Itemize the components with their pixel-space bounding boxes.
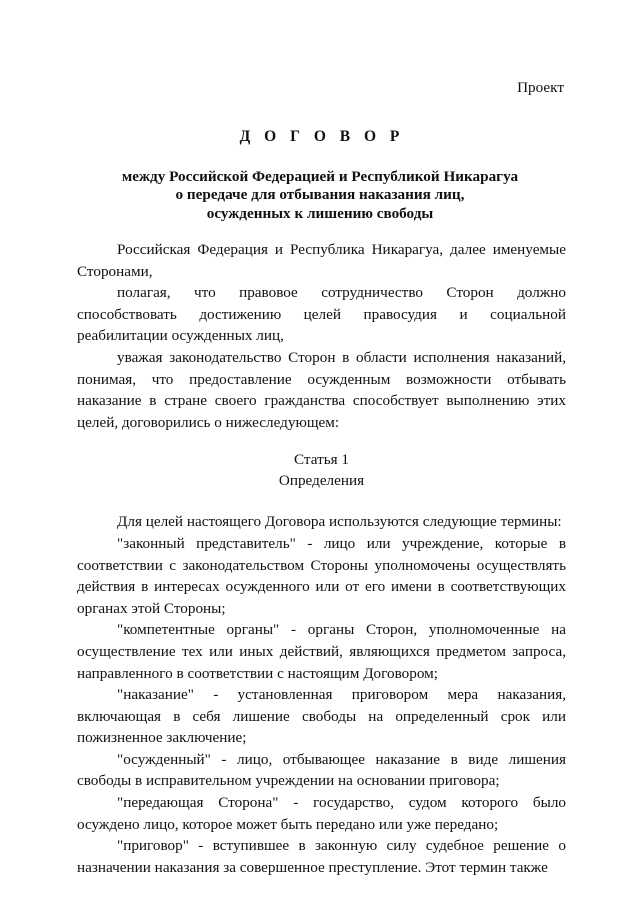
term-definition: "приговор" - вступившее в законную силу судебное решение о назначении наказания за совершенное преступление. Этот термин также (77, 837, 566, 876)
subtitle-line: о передаче для отбывания наказания лиц, (175, 186, 465, 204)
term-definition: "законный представитель" - лицо или учреждение, которые в соответствии с законодательством Стороны уполномочены осуществлять действия в интересах осужденного или от его имени в соответствующих органах этой Стороны; (77, 534, 566, 617)
document-body (77, 239, 566, 878)
preamble-paragraph: уважая законодательство Сторон в области исполнения наказаний, понимая, что предоставление осужденным возможности отбывать наказание в стране своего гражданства способствует выполнению этих целей, договорились о нижеследующем: (77, 348, 566, 431)
term-definition: "компетентные органы" - органы Сторон, уполномоченные на осуществление тех или иных действий, являющихся предметом запроса, направленного в соответствии с настоящим Договором; (77, 621, 566, 682)
title-block (0, 126, 640, 223)
term-definition: "осужденный" - лицо, отбывающее наказание в виде лишения свободы в исправительном учреждении на основании приговора; (77, 750, 566, 790)
subtitle-line: осужденных к лишению свободы (206, 204, 434, 222)
article-heading (77, 449, 566, 491)
article-intro: Для целей настоящего Договора используются следующие термины: (117, 513, 562, 531)
subtitle-line: между Российской Федерацией и Республикой Никарагуа (121, 167, 519, 185)
article-number: Статья 1 (293, 451, 350, 469)
spacer (77, 491, 566, 511)
term-definition: "наказание" - установленная приговором мера наказания, включающая в себя лишение свободы на определенный срок или пожизненное заключение; (77, 686, 566, 747)
article-title: Определения (278, 472, 365, 490)
draft-label: Проект (517, 79, 564, 96)
preamble-paragraph: Российская Федерация и Республика Никарагуа, далее именуемые Сторонами, (77, 241, 566, 280)
term-definition: "передающая Сторона" - государство, судом которого было осуждено лицо, которое может быть передано или уже передано; (77, 794, 566, 833)
document-title: Д О Г О В О Р (239, 128, 405, 145)
preamble-paragraph: полагая, что правовое сотрудничество Сторон должно способствовать достижению целей правосудия и социальной реабилитации осужденных лиц, (77, 284, 566, 345)
